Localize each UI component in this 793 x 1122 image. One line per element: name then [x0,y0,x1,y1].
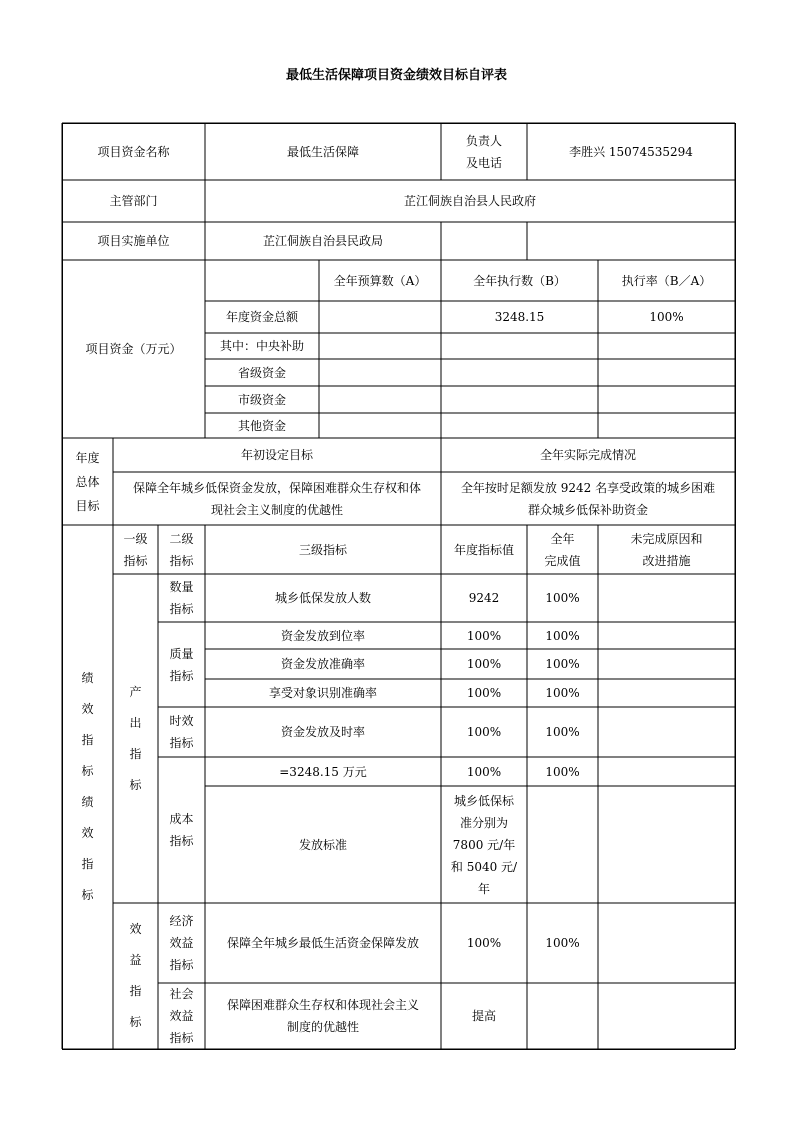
indicator-name: 享受对象识别准确率 [268,686,377,700]
indicator-done [527,983,598,1049]
indicator-target: 100% [466,628,502,643]
funds-row-exec [441,359,598,386]
funds-row-exec: 3248.15 [494,310,545,324]
impl-label: 项目实施单位 [97,234,170,248]
indicator-target: 100% [466,657,502,671]
header-l2: 二级 指标 [169,531,194,568]
contact-value: 李胜兴 15074535294 [569,144,693,159]
indicator-target: 100% [466,936,502,950]
funds-label: 项目资金（万元） [85,342,182,356]
funds-row-label: 市级资金 [237,392,286,407]
goals-label: 年度 总体 目标 [75,450,100,513]
indicator-target: 100% [466,764,502,779]
indicator-done: 100% [545,657,580,671]
funds-header-rate: 执行率（B／A） [621,273,712,288]
funds-header-budget: 全年预算数（A） [333,273,427,288]
funds-row-budget [319,413,441,438]
indicator-name: 资金发放及时率 [280,725,365,739]
cost-label: 成本 指标 [169,812,194,848]
indicator-target: 城乡低保标 准分别为 7800 元/年 和 5040 元/ 年 [450,793,518,896]
funds-row-rate [598,386,735,413]
indicator-done: 100% [545,686,580,700]
dept-value: 芷江侗族自治县人民政府 [403,194,536,208]
funds-row-label: 其中：中央补助 [219,339,304,353]
funds-row-rate [598,413,735,438]
funds-row-budget [319,333,441,359]
header-l1: 一级 指标 [123,531,148,568]
benefit-label: 效 益 指 标 [129,922,142,1029]
output-label: 产 出 指 标 [129,684,142,792]
funds-row-rate [598,333,735,359]
contact-label: 负责人 及电话 [465,133,502,170]
indicator-target: 100% [466,686,502,700]
goals-initial-text: 保障全年城乡低保资金发放，保障困难群众生存权和体 现社会主义制度的优越性 [132,480,421,517]
funds-row-exec [441,333,598,359]
indicator-name: =3248.15 万元 [279,764,367,779]
project-name-value: 最低生活保障 [286,144,359,159]
indicator-done [527,786,598,903]
indicator-done: 100% [545,764,580,779]
indicator-target: 9242 [468,591,500,605]
indicator-name: 资金发放准确率 [280,657,365,671]
funds-row-budget [319,359,441,386]
goals-actual-header: 全年实际完成情况 [539,448,636,462]
indicator-done: 100% [545,725,580,739]
funds-row-label: 省级资金 [237,365,286,380]
funds-row-rate [598,359,735,386]
funds-row-exec [441,386,598,413]
indicator-target: 100% [466,725,502,739]
indicator-done: 100% [545,591,580,605]
social-label: 社会 效益 指标 [169,987,194,1045]
funds-row-label: 其他资金 [237,418,286,433]
goals-actual-text: 全年按时足额发放 9242 名享受政策的城乡困难 群众城乡低保补助资金 [460,480,716,517]
project-name-label: 项目资金名称 [97,144,170,159]
quantity-label: 数量 指标 [169,580,194,616]
funds-row-rate: 100% [649,310,684,324]
funds-row-budget [319,301,441,333]
header-target: 年度指标值 [453,542,514,557]
indicator-name: 资金发放到位率 [280,628,365,643]
timely-label: 时效 指标 [169,714,194,750]
impl-value: 芷江侗族自治县民政局 [262,234,383,248]
indicator-done: 100% [545,936,580,950]
quality-label: 质量 指标 [169,646,194,683]
indicator-done: 100% [545,628,580,643]
econ-label: 经济 效益 指标 [169,914,194,972]
page-title: 最低生活保障项目资金绩效目标自评表 [285,68,507,83]
goals-initial-header: 年初设定目标 [240,448,313,462]
funds-header-exec: 全年执行数（B） [473,273,566,288]
indicator-target: 提高 [471,1009,496,1023]
funds-row-budget [319,386,441,413]
header-done: 全年 完成值 [544,531,581,568]
indicator-name: 保障困难群众生存权和体现社会主义 制度的优越性 [226,998,419,1034]
indicators-side-label: 绩 效 指 标 绩 效 指 标 [81,671,94,902]
header-l3: 三级指标 [298,542,347,557]
dept-label: 主管部门 [109,194,158,208]
funds-row-label: 年度资金总额 [225,310,298,324]
funds-row-exec [441,413,598,438]
indicator-name: 保障全年城乡最低生活资金保障发放 [226,936,419,950]
indicator-name: 城乡低保发放人数 [274,591,371,605]
indicator-name: 发放标准 [298,837,347,852]
header-reason: 未完成原因和 改进措施 [630,531,703,568]
